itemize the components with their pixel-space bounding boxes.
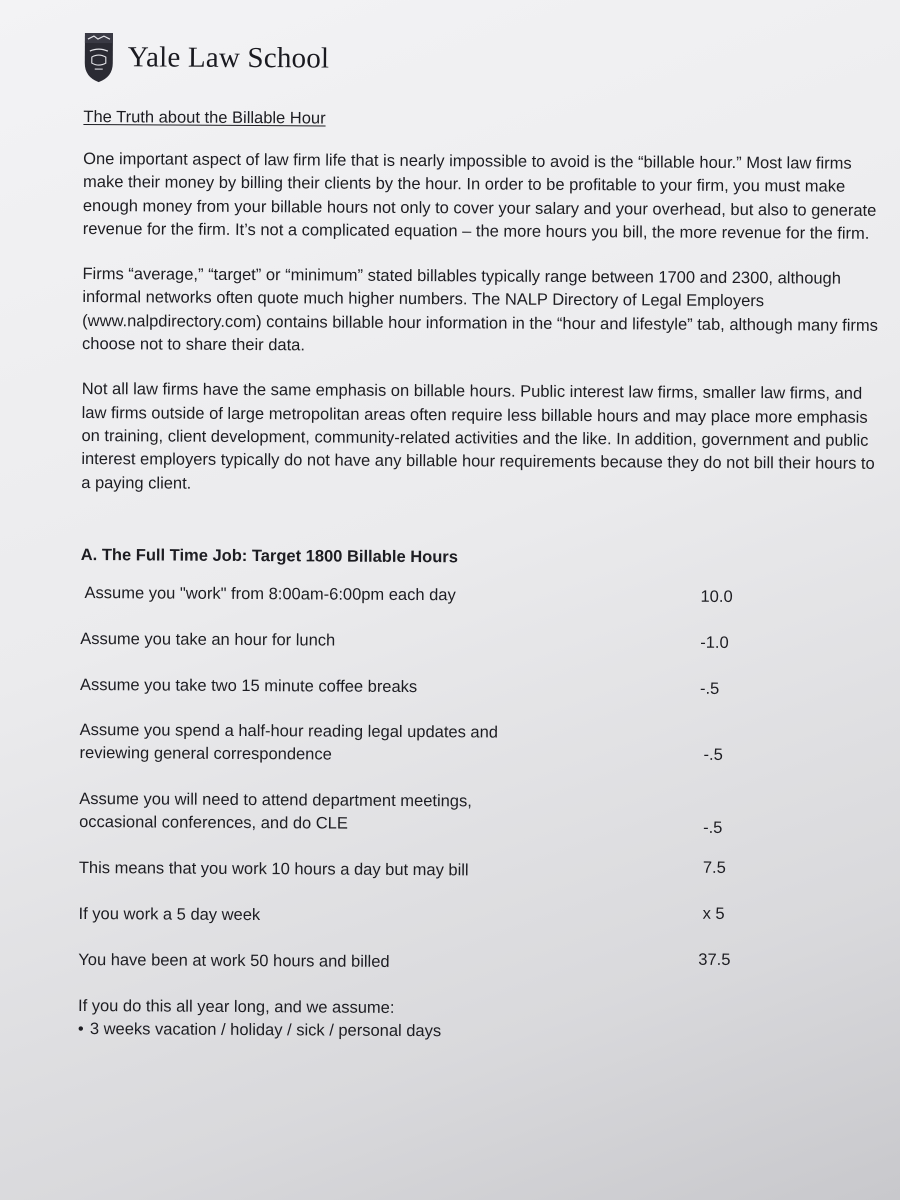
calc-row-reading bbox=[79, 719, 879, 770]
calc-value: 37.5 bbox=[698, 950, 731, 969]
calc-label: This means that you work 10 hours a day but may bill bbox=[78, 858, 469, 880]
calc-row-billable-day bbox=[79, 857, 879, 885]
calc-label: Assume you spend a half-hour reading legal updates and reviewing general correspondence bbox=[79, 720, 499, 764]
calc-row-weekly-total bbox=[78, 949, 878, 977]
document-body bbox=[78, 28, 884, 1046]
paragraph-firm-targets: Firms “average,” “target” or “minimum” stated billables typically range between 1700 and 2300, although informal networks often quote much higher numbers. The NALP Directory of Legal Employers (www.nalpdirectory.com) contains billable hour information in the “hour and lifestyle” tab, although many firms choose not to share their data. bbox=[82, 265, 878, 355]
list-item bbox=[78, 1018, 878, 1046]
calc-label: Assume you will need to attend department meetings, occasional conferences, and do CLE bbox=[79, 789, 472, 833]
calc-label: Assume you "work" from 8:00am-6:00pm each day bbox=[84, 583, 456, 605]
bullet-icon: • bbox=[77, 1019, 84, 1038]
calc-label: Assume you take two 15 minute coffee breaks bbox=[79, 675, 418, 696]
school-name: Yale Law School bbox=[127, 40, 330, 74]
calc-label: You have been at work 50 hours and billed bbox=[78, 950, 390, 971]
closing-text: If you do this all year long, and we assume: bbox=[77, 996, 395, 1017]
calc-value: x 5 bbox=[702, 904, 725, 923]
calc-row-week bbox=[79, 903, 879, 931]
calc-value: 10.0 bbox=[700, 587, 733, 606]
calc-row-coffee bbox=[80, 674, 880, 702]
hours-calculation bbox=[78, 582, 880, 977]
paragraph-emphasis: Not all law firms have the same emphasis on billable hours. Public interest law firms, smaller law firms, and law firms outside of large metropolitan areas often require less billable hours and may place more emphasis on training, client development, community-related activities and the like. In addition, government and public interest employers typically do not have any billable hour requirements because they do not bill their hours to a paying client. bbox=[81, 380, 875, 493]
calc-label: If you work a 5 day week bbox=[78, 904, 261, 924]
calc-value: -.5 bbox=[699, 679, 720, 698]
list-item-text: 3 weeks vacation / holiday / sick / personal days bbox=[89, 1019, 442, 1041]
calc-row-lunch bbox=[80, 628, 880, 656]
assumption-list bbox=[78, 1018, 878, 1046]
calc-value: -.5 bbox=[703, 745, 723, 764]
calc-value: 7.5 bbox=[702, 858, 726, 877]
calc-label: Assume you take an hour for lunch bbox=[80, 629, 336, 650]
calc-row-workday bbox=[80, 582, 880, 610]
calc-row-meetings bbox=[79, 788, 879, 839]
document-title: The Truth about the Billable Hour bbox=[83, 107, 326, 128]
paragraph-billable-hour: One important aspect of law firm life that is nearly impossible to avoid is the “billable hour.” Most law firms make their money by billing their clients by the hour. In order to be profitable to your firm, you must make enough money from your billable hours not only to cover your salary and your overhead, but also to generate revenue for the firm. It’s not a complicated equation – the more hours you bill, the more revenue for the firm. bbox=[82, 149, 877, 243]
calc-value: -.5 bbox=[703, 818, 723, 837]
letterhead bbox=[84, 28, 884, 91]
yale-shield-icon bbox=[84, 31, 114, 83]
section-heading: A. The Full Time Job: Target 1800 Billable Hours bbox=[80, 545, 458, 567]
calc-value: -1.0 bbox=[700, 633, 729, 652]
